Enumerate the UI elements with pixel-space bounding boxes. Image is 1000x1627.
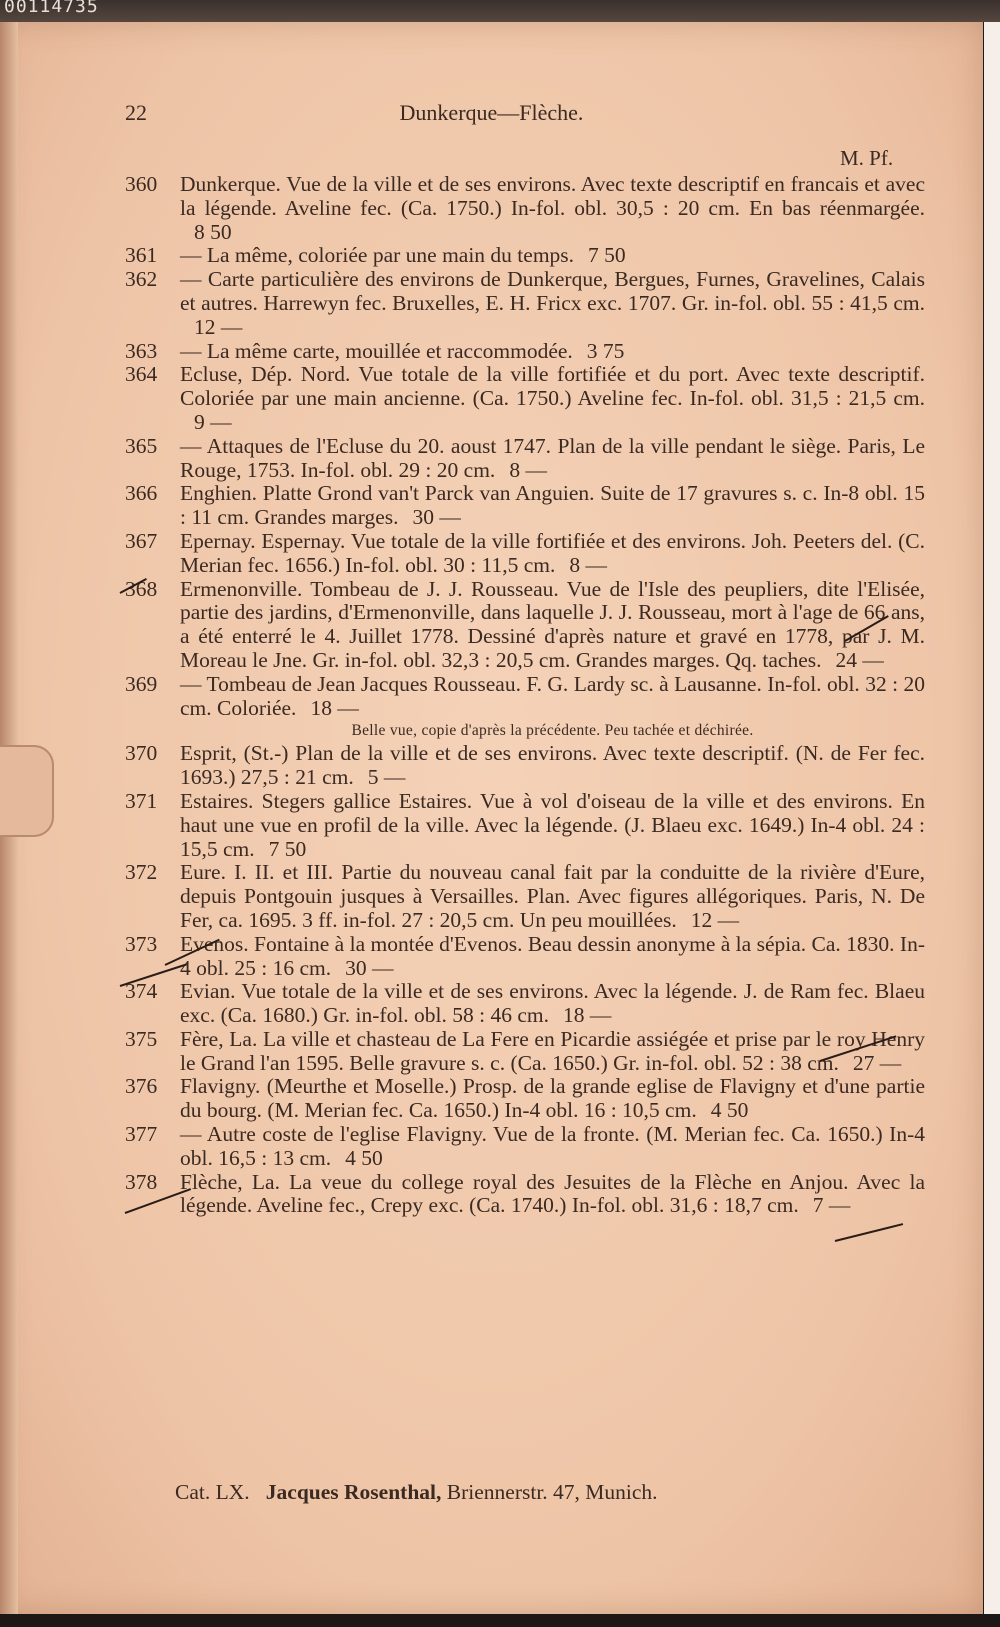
scan-bottom-strip (0, 1614, 1000, 1627)
entry-price: 30 — (345, 955, 394, 980)
entry-text (180, 530, 925, 578)
entry-price: 27 — (852, 1050, 902, 1075)
catalog-entry (125, 173, 925, 244)
entry-description: Evian. Vue totale de la ville et de ses environs. Avec la légende. J. de Ram fec. Blaeu exc. (Ca. 1680.) Gr. in-fol. obl. 58 : 46 cm. (180, 979, 925, 1028)
entry-price: 9 — (194, 409, 232, 434)
catalog-entry (125, 363, 925, 434)
entry-description: Estaires. Stegers gallice Estaires. Vue à vol d'oiseau de la ville et des environs. En haut une vue en profil de la ville. Avec la légende. (J. Blaeu exc. 1649.) In-4 obl. 24 : 15,5 cm. (180, 788, 925, 861)
entry-text (180, 1123, 925, 1171)
catalog-entry (125, 340, 925, 364)
entry-text (180, 340, 925, 364)
entry-text (180, 173, 925, 244)
entry-price: 18 — (310, 695, 359, 720)
entry-text (180, 1028, 925, 1076)
catalog-entry (125, 742, 925, 790)
entry-text (180, 268, 925, 339)
running-title: Dunkerque—Flèche. (399, 100, 584, 125)
entry-number: 372 (125, 860, 158, 885)
entry-number: 363 (125, 338, 158, 363)
entry-number: 371 (125, 788, 158, 813)
entry-description: — La même, coloriée par une main du temps. (180, 243, 575, 268)
entry-description: Esprit, (St.-) Plan de la ville et de ses environs. Avec texte descriptif. (N. de Fer fec. 1693.) 27,5 : 21 cm. (180, 741, 925, 790)
entry-number: 364 (125, 362, 158, 387)
footer-dealer: Jacques Rosenthal, (265, 1480, 442, 1504)
entry-number: 378 (125, 1169, 158, 1194)
entry-number: 365 (125, 433, 158, 458)
entry-text (180, 482, 925, 530)
entry-note: Belle vue, copie d'après la précédente. Peu tachée et déchirée. (351, 722, 754, 740)
entry-number: 370 (125, 741, 158, 766)
entry-description: — Tombeau de Jean Jacques Rousseau. F. G. Lardy sc. à Lausanne. In-fol. obl. 32 : 20 cm. Coloriée. (180, 671, 925, 720)
currency-header: M. Pf. (840, 146, 894, 170)
entry-description: — Carte particulière des environs de Dunkerque, Bergues, Furnes, Gravelines, Calais et autres. Harrewyn fec. Bruxelles, E. H. Fricx exc. 1707. Gr. in-fol. obl. 55 : 41,5 cm. (180, 267, 925, 315)
entry-text (180, 244, 925, 268)
entry-number: 373 (125, 931, 158, 956)
footer-catalog: Cat. LX. (175, 1480, 250, 1504)
entry-price: 4 50 (710, 1098, 749, 1123)
catalog-entry (125, 268, 925, 339)
entry-list (125, 173, 925, 1218)
catalog-entry (125, 1171, 925, 1219)
footer-address: Briennerstr. 47, Munich. (446, 1480, 658, 1504)
entry-description: — Attaques de l'Ecluse du 20. aoust 1747. Plan de la ville pendant le siège. Paris, Le Rouge, 1753. In-fol. obl. 29 : 20 cm. (180, 433, 925, 482)
entry-price: 7 50 (268, 836, 307, 861)
entry-number: 360 (125, 172, 158, 196)
entry-price: 18 — (563, 1003, 612, 1028)
entry-text (180, 673, 925, 721)
entry-text (180, 980, 925, 1028)
entry-number: 377 (125, 1122, 158, 1147)
entry-number: 374 (125, 979, 158, 1004)
entry-description: Flavigny. (Meurthe et Moselle.) Prosp. de la grande eglise de Flavigny et d'une partie du bourg. (M. Merian fec. Ca. 1650.) In-4 obl. 16 : 10,5 cm. (180, 1074, 925, 1123)
entry-text (180, 790, 925, 861)
entry-text (180, 742, 925, 790)
entry-price: 8 50 (194, 219, 232, 244)
catalog-entry (125, 673, 925, 721)
entry-description: Flèche, La. La veue du college royal des Jesuites de la Flèche en Anjou. Avec la légende. Aveline fec., Crepy exc. (Ca. 1740.) In-fol. obl. 31,6 : 18,7 cm. (180, 1169, 925, 1218)
catalog-entry (125, 790, 925, 861)
bookmark-tab (0, 745, 54, 837)
entry-price: 4 50 (345, 1145, 383, 1170)
entry-text (180, 1171, 925, 1219)
entry-number: 366 (125, 481, 158, 506)
entry-number: 361 (125, 243, 158, 268)
entry-price: 24 — (835, 647, 884, 672)
catalog-entry (125, 1075, 925, 1123)
entry-number: 375 (125, 1026, 158, 1051)
page-number: 22 (125, 100, 147, 125)
page-right-edge (984, 22, 1000, 1614)
catalog-entry (125, 1028, 925, 1076)
entry-description: Fère, La. La ville et chasteau de La Fere en Picardie assiégée et prise par le roy Henry le Grand l'an 1595. Belle gravure s. c. (Ca. 1650.) Gr. in-fol. obl. 52 : 38 cm. (180, 1026, 925, 1075)
entry-number: 368 (125, 576, 158, 601)
entry-price: 5 — (367, 765, 406, 790)
entry-number: 376 (125, 1074, 158, 1099)
entry-price: 8 — (569, 552, 607, 577)
catalog-entry (125, 244, 925, 268)
entry-description: Evenos. Fontaine à la montée d'Evenos. Beau dessin anonyme à la sépia. Ca. 1830. In-4 obl. 25 : 16 cm. (180, 931, 925, 980)
entry-text (180, 861, 925, 932)
entry-description: Ermenonville. Tombeau de J. J. Rousseau. Vue de l'Isle des peupliers, dite l'Elisée, partie des jardins, d'Ermenonville, dans laquelle J. J. Rousseau, mort à l'age de 66 ans, a été enterré le 4. Juillet 1778. Dessiné d'après nature et gravé en 1778, par J. M. Moreau le Jne. Gr. in-fol. obl. 32,3 : 20,5 cm. Grandes marges. Qq. taches. (180, 576, 925, 672)
entry-number: 369 (125, 671, 158, 696)
entry-description: Epernay. Espernay. Vue totale de la ville fortifiée et des environs. Joh. Peeters del. (C. Merian fec. 1656.) In-fol. obl. 30 : 11,5 cm. (180, 528, 925, 577)
entry-price: 12 — (194, 314, 243, 339)
page-footer (175, 1480, 658, 1505)
entry-price: 7 — (812, 1193, 851, 1218)
entry-description: Eure. I. II. et III. Partie du nouveau canal fait par la conduitte de la rivière d'Eure, depuis Pontgouin jusques à Versailles. Plan. Avec figures allégoriques. Paris, N. De Fer, ca. 1695. 3 ff. in-fol. 27 : 20,5 cm. Un peu mouillées. (180, 860, 925, 932)
entry-price: 30 — (412, 505, 461, 530)
entry-number: 367 (125, 528, 158, 553)
catalog-entry (125, 482, 925, 530)
entry-description: Ecluse, Dép. Nord. Vue totale de la ville fortifiée et du port. Avec texte descriptif. Coloriée par une main ancienne. (Ca. 1750.) Aveline fec. In-fol. obl. 31,5 : 21,5 cm. (180, 362, 925, 411)
entry-description: — Autre coste de l'eglise Flavigny. Vue de la fronte. (M. Merian fec. Ca. 1650.) In-4 obl. 16,5 : 13 cm. (180, 1122, 925, 1170)
entry-description: Dunkerque. Vue de la ville et de ses environs. Avec texte descriptif en francais et avec la légende. Aveline fec. (Ca. 1750.) In-fol. obl. 30,5 : 20 cm. En bas réenmargée. (180, 172, 925, 220)
entry-text (180, 933, 925, 981)
entry-description: Enghien. Platte Grond van't Parck van Anguien. Suite de 17 gravures s. c. In-8 obl. 15 : 11 cm. Grandes marges. (180, 481, 925, 530)
entry-number: 362 (125, 267, 158, 292)
entry-description: — La même carte, mouillée et raccommodée. (180, 338, 573, 363)
entry-price: 12 — (690, 907, 740, 932)
catalog-entry (125, 861, 925, 932)
catalog-entry (125, 530, 925, 578)
entry-price: 8 — (509, 457, 547, 482)
catalog-entry (125, 980, 925, 1028)
entry-price: 7 50 (588, 243, 626, 268)
catalog-entry (125, 933, 925, 981)
entry-text (180, 578, 925, 673)
catalog-entry (125, 1123, 925, 1171)
entry-text (180, 363, 925, 434)
catalog-entry (125, 435, 925, 483)
scan-label: 00114735 (4, 0, 99, 17)
entry-text (180, 1075, 925, 1123)
entry-text (180, 435, 925, 483)
catalog-entry (125, 578, 925, 673)
entry-price: 3 75 (586, 338, 625, 363)
